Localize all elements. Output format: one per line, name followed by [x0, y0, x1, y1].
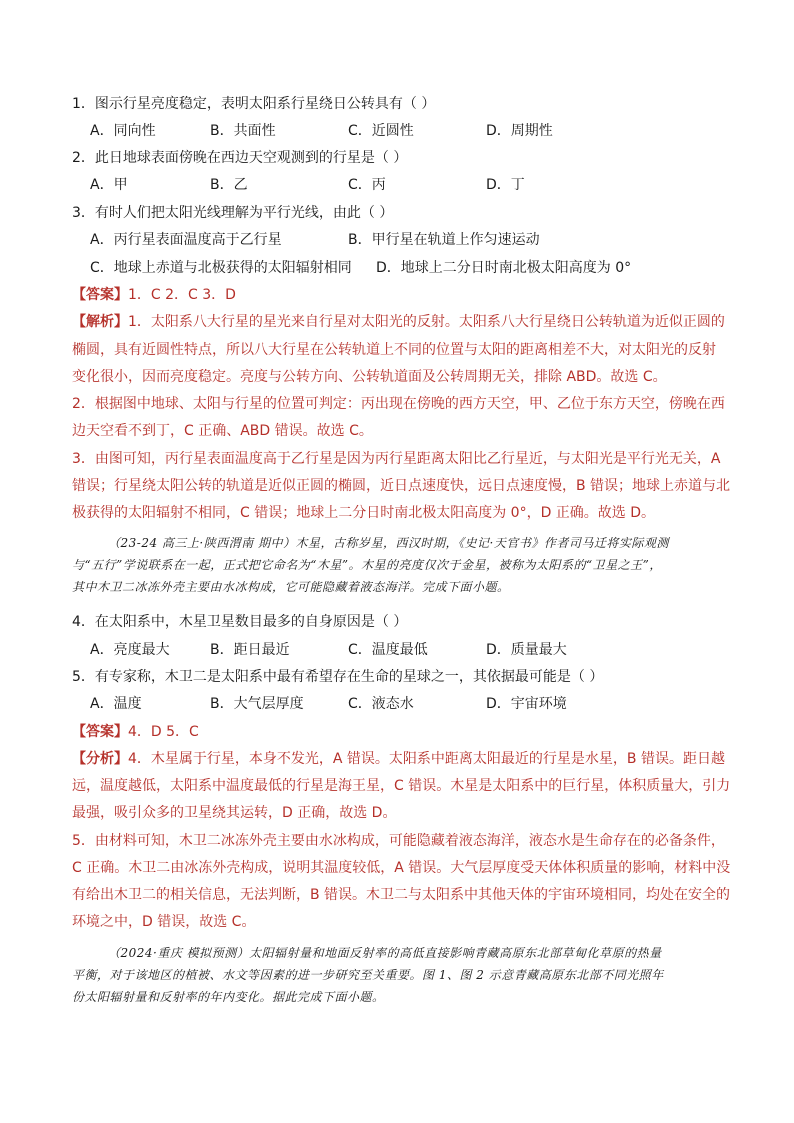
q1-option-c: C．近圆性: [348, 123, 414, 139]
material-1-line-3: 其中木卫二冰冻外壳主要由水冰构成，它可能隐藏着液态海洋。完成下面小题。: [72, 580, 510, 594]
analysis-1-line-4: 2．根据图中地球、太阳与行星的位置可判定：丙出现在傍晚的西方天空，甲、乙位于东方天空，傍晚在西: [72, 396, 725, 412]
q4-option-b: B．距日最近: [210, 642, 290, 658]
analysis-1-line-2: 椭圆，具有近圆性特点，所以八大行星在公转轨道上不同的位置与太阳的距离相差不大，对太阳光的反射: [72, 342, 716, 358]
answer-block-1: [72, 285, 732, 305]
material-1-line-2: 与“五行”学说联系在一起，正式把它命名为“木星”。木星的亮度仅次于金星，被称为太阳系的“卫星之王”，: [72, 558, 662, 572]
question-3-options-row2: [90, 258, 730, 278]
analysis-2-line-4: 5．由材料可知，木卫二冰冻外壳主要由水冰构成，可能隐藏着液态海洋，液态水是生命存在的必备条件，: [72, 833, 725, 849]
analysis-2-line-2: 远，温度越低，太阳系中温度最低的行星是海王星，C 错误。木星是太阳系中的巨行星，体积质量大，引力: [72, 778, 731, 794]
material-1: [72, 532, 732, 598]
material-2-line-2: 平衡，对于该地区的植被、水文等因素的进一步研究至关重要。图 1、图 2 示意青藏高原东北部不同光照年: [72, 968, 664, 982]
question-2-options: [90, 175, 730, 195]
q5-option-a: A．温度: [90, 696, 142, 712]
q4-option-c: C．温度最低: [348, 642, 428, 658]
analysis-1-line-5: 边天空看不到丁，C 正确、ABD 错误。故选 C。: [72, 423, 373, 439]
analysis-1-line-3: 变化很小，因而亮度稳定。亮度与公转方向、公转轨道面及公转周期无关，排除 ABD。故选 C。: [72, 369, 667, 385]
q4-option-a: A．亮度最大: [90, 642, 170, 658]
q1-option-b: B．共面性: [210, 123, 276, 139]
q5-option-c: C．液态水: [348, 696, 414, 712]
question-3-stem: 3．有时人们把太阳光线理解为平行光线，由此（ ）: [72, 205, 394, 221]
analysis-1-line-8: 极获得的太阳辐射不相同，C 错误；地球上二分日时南北极太阳高度为 0°，D 正确。故选 D。: [72, 505, 656, 521]
analysis-2-text-1: 4．木星属于行星，本身不发光，A 错误。太阳系中距离太阳最近的行星是水星，B 错误。距日越: [128, 751, 725, 767]
q5-option-d: D．宇宙环境: [486, 696, 567, 712]
answer-block-2: [72, 722, 732, 742]
q5-option-b: B．大气层厚度: [210, 696, 304, 712]
answer-tag: 【答案】: [72, 287, 128, 303]
answer-text: 4．D 5．C: [128, 724, 199, 740]
analysis-2-line-5: C 正确。木卫二由冰冻外壳构成，说明其温度较低，A 错误。大气层厚度受天体体积质量的影响，材料中没: [72, 860, 731, 876]
question-1-options: [90, 121, 730, 141]
q3-option-c: C．地球上赤道与北极获得的太阳辐射相同: [90, 260, 352, 276]
analysis-tag: 【解析】: [72, 314, 128, 330]
analysis-2-line-3: 最强，吸引众多的卫星绕其运转，D 正确，故选 D。: [72, 805, 397, 821]
q2-option-a: A．甲: [90, 177, 128, 193]
material-1-line-1: （23-24 高三上·陕西渭南 期中）木星，古称岁星，西汉时期，《史记·天官书》作者司马迁将实际观测: [108, 536, 669, 550]
material-2-line-3: 份太阳辐射量和反射率的年内变化。据此完成下面小题。: [72, 990, 385, 1004]
analysis-1-line-7: 错误；行星绕太阳公转的轨道是近似正圆的椭圆，近日点速度快，远日点速度慢，B 错误；地球上赤道与北: [72, 478, 731, 494]
q1-option-a: A．同向性: [90, 123, 156, 139]
question-2-stem: 2．此日地球表面傍晚在西边天空观测到的行星是（ ）: [72, 150, 408, 166]
analysis-2-line-6: 有给出木卫二的相关信息，无法判断，B 错误。木卫二与太阳系中其他天体的宇宙环境相同，均处在安全的: [72, 887, 731, 903]
material-2: [72, 942, 732, 1008]
analysis-1-text-1: 1．太阳系八大行星的星光来自行星对太阳光的反射。太阳系八大行星绕日公转轨道为近似正圆的: [128, 314, 725, 330]
q2-option-d: D．丁: [486, 177, 525, 193]
question-5-options: [90, 694, 730, 714]
q1-option-d: D．周期性: [486, 123, 553, 139]
material-2-line-1: （2024·重庆 模拟预测）太阳辐射量和地面反射率的高低直接影响青藏高原东北部草甸化草原的热量: [108, 946, 662, 960]
q2-option-c: C．丙: [348, 177, 386, 193]
q4-option-d: D．质量最大: [486, 642, 567, 658]
question-4-stem: 4．在太阳系中，木星卫星数目最多的自身原因是（ ）: [72, 614, 408, 630]
analysis-1-line-1: [72, 312, 732, 332]
answer-tag: 【答案】: [72, 724, 128, 740]
q2-option-b: B．乙: [210, 177, 248, 193]
q3-option-a: A．丙行星表面温度高于乙行星: [90, 232, 282, 248]
analysis-1-line-6: 3．由图可知，丙行星表面温度高于乙行星是因为丙行星距离太阳比乙行星近，与太阳光是平行光无关，A: [72, 451, 721, 467]
question-1-stem: 1．图示行星亮度稳定，表明太阳系行星绕日公转具有（ ）: [72, 96, 436, 112]
q3-option-b: B．甲行星在轨道上作匀速运动: [348, 232, 540, 248]
question-3-options-row1: [90, 230, 730, 250]
question-5-stem: 5．有专家称，木卫二是太阳系中最有希望存在生命的星球之一，其依据最可能是（ ）: [72, 669, 604, 685]
question-4-options: [90, 640, 730, 660]
q3-option-d: D．地球上二分日时南北极太阳高度为 0°: [376, 260, 632, 276]
analysis-2-line-7: 环境之中，D 错误，故选 C。: [72, 914, 256, 930]
analysis-2-line-1: [72, 749, 732, 769]
answer-text: 1．C 2．C 3．D: [128, 287, 236, 303]
analysis-tag: 【分析】: [72, 751, 128, 767]
